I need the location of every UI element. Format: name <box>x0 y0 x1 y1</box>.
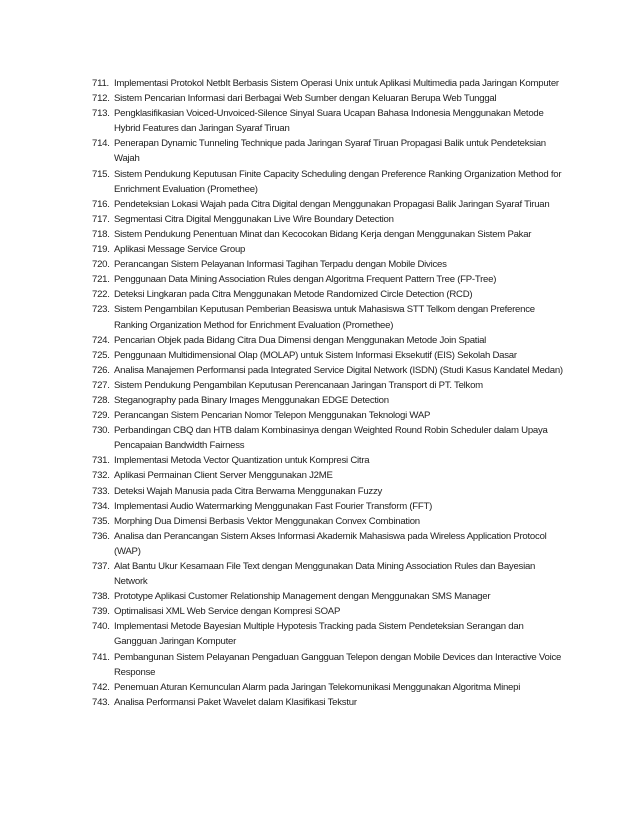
item-text: Pendeteksian Lokasi Wajah pada Citra Digital dengan Menggunakan Propagasi Balik Jaringan Syaraf Tiruan <box>114 198 550 210</box>
item-number: 735. <box>92 515 110 527</box>
item-text: Analisa dan Perancangan Sistem Akses Informasi Akademik Mahasiswa pada Wireless Application Protocol (WAP) <box>114 530 547 557</box>
item-number: 739. <box>92 606 110 618</box>
item-number: 730. <box>92 425 110 437</box>
item-text: Steganography pada Binary Images Menggunakan EDGE Detection <box>114 394 389 406</box>
list-item <box>92 106 568 136</box>
item-number: 717. <box>92 213 110 225</box>
item-text: Deteksi Wajah Manusia pada Citra Berwarna Menggunakan Fuzzy <box>114 485 383 497</box>
list-item <box>92 484 568 499</box>
item-number: 741. <box>92 651 110 663</box>
item-text: Penggunaan Multidimensional Olap (MOLAP) untuk Sistem Informasi Eksekutif (EIS) Sekolah Dasar <box>114 349 517 361</box>
item-number: 722. <box>92 289 110 301</box>
item-text: Pembangunan Sistem Pelayanan Pengaduan Gangguan Telepon dengan Mobile Devices dan Interactive Voice Response <box>114 651 562 678</box>
list-item <box>92 559 568 589</box>
list-item <box>92 650 568 680</box>
list-item <box>92 680 568 695</box>
item-text: Implementasi Metode Bayesian Multiple Hypotesis Tracking pada Sistem Pendeteksian Serangan dan Gangguan Jaringan Komputer <box>114 621 524 648</box>
item-number: 734. <box>92 500 110 512</box>
list-item <box>92 348 568 363</box>
item-text: Penemuan Aturan Kemunculan Alarm pada Jaringan Telekomunikasi Menggunakan Algoritma Minepi <box>114 681 521 693</box>
item-text: Implementasi Metoda Vector Quantization untuk Kompresi Citra <box>114 455 370 467</box>
item-number: 724. <box>92 334 110 346</box>
item-text: Analisa Performansi Paket Wavelet dalam Klasifikasi Tekstur <box>114 696 357 708</box>
item-text: Implementasi Audio Watermarking Menggunakan Fast Fourier Transform (FFT) <box>114 500 433 512</box>
list-item <box>92 363 568 378</box>
item-text: Morphing Dua Dimensi Berbasis Vektor Menggunakan Convex Combination <box>114 515 420 527</box>
item-number: 720. <box>92 259 110 271</box>
item-text: Pencarian Objek pada Bidang Citra Dua Dimensi dengan Menggunakan Metode Join Spatial <box>114 334 487 346</box>
item-text: Implementasi Protokol NetbIt Berbasis Sistem Operasi Unix untuk Aplikasi Multimedia pada Jaringan Komputer <box>114 78 559 89</box>
list-item <box>92 604 568 619</box>
item-number: 726. <box>92 364 110 376</box>
item-number: 712. <box>92 93 110 105</box>
list-item <box>92 333 568 348</box>
item-number: 719. <box>92 244 110 256</box>
item-number: 732. <box>92 470 110 482</box>
list-item <box>92 378 568 393</box>
list-item <box>92 257 568 272</box>
item-number: 728. <box>92 394 110 406</box>
item-text: Perancangan Sistem Pencarian Nomor Telepon Menggunakan Teknologi WAP <box>114 410 431 422</box>
item-text: Alat Bantu Ukur Kesamaan File Text dengan Menggunakan Data Mining Association Rules dan Bayesian Network <box>114 561 536 588</box>
list-item <box>92 695 568 710</box>
item-number: 733. <box>92 485 110 497</box>
item-number: 714. <box>92 138 110 150</box>
list-item <box>92 619 568 649</box>
list-item <box>92 91 568 106</box>
item-text: Optimalisasi XML Web Service dengan Kompresi SOAP <box>114 606 341 618</box>
item-number: 731. <box>92 455 110 467</box>
list-item <box>92 453 568 468</box>
item-text: Pengklasifikasian Voiced-Unvoiced-Silence Sinyal Suara Ucapan Bahasa Indonesia Menggunakan Metode Hybrid Features dan Jaringan Syaraf Tiruan <box>114 108 544 135</box>
item-number: 742. <box>92 681 110 693</box>
list-item <box>92 514 568 529</box>
item-text: Sistem Pengambilan Keputusan Pemberian Beasiswa untuk Mahasiswa STT Telkom dengan Preference Ranking Organization Method for Enrichment Evaluation (Promethee) <box>114 304 535 331</box>
list-item <box>92 167 568 197</box>
item-number: 729. <box>92 410 110 422</box>
item-number: 743. <box>92 696 110 708</box>
item-text: Sistem Pencarian Informasi dari Berbagai Web Sumber dengan Keluaran Berupa Web Tunggal <box>114 93 497 105</box>
list-item <box>92 76 568 91</box>
item-number: 727. <box>92 379 110 391</box>
item-text: Segmentasi Citra Digital Menggunakan Live Wire Boundary Detection <box>114 213 394 225</box>
title-list <box>92 76 568 710</box>
list-item <box>92 589 568 604</box>
item-number: 740. <box>92 621 110 633</box>
item-text: Analisa Manajemen Performansi pada Integrated Service Digital Network (ISDN) (Studi Kasus Kandatel Medan) <box>114 364 563 376</box>
item-text: Sistem Pendukung Penentuan Minat dan Kecocokan Bidang Kerja dengan Menggunakan Sistem Pakar <box>114 228 532 240</box>
list-item <box>92 393 568 408</box>
item-number: 715. <box>92 168 110 180</box>
item-number: 718. <box>92 228 110 240</box>
item-number: 713. <box>92 108 110 120</box>
list-item <box>92 227 568 242</box>
item-text: Aplikasi Permainan Client Server Menggunakan J2ME <box>114 470 333 482</box>
item-text: Perbandingan CBQ dan HTB dalam Kombinasinya dengan Weighted Round Robin Scheduler dalam Upaya Pencapaian Bandwidth Fairness <box>114 425 548 452</box>
list-item <box>92 272 568 287</box>
list-item <box>92 302 568 332</box>
item-number: 738. <box>92 591 110 603</box>
list-item <box>92 136 568 166</box>
item-number: 716. <box>92 198 110 210</box>
item-text: Penggunaan Data Mining Association Rules dengan Algoritma Frequent Pattern Tree (FP-Tree) <box>114 274 497 286</box>
item-text: Prototype Aplikasi Customer Relationship Management dengan Menggunakan SMS Manager <box>114 591 491 603</box>
list-item <box>92 468 568 483</box>
item-text: Sistem Pendukung Pengambilan Keputusan Perencanaan Jaringan Transport di PT. Telkom <box>114 379 483 391</box>
list-item <box>92 529 568 559</box>
item-text: Perancangan Sistem Pelayanan Informasi Tagihan Terpadu dengan Mobile Divices <box>114 259 447 271</box>
item-number: 737. <box>92 561 110 572</box>
item-text: Sistem Pendukung Keputusan Finite Capacity Scheduling dengan Preference Ranking Organization Method for Enrichment Evaluation (Promethee) <box>114 168 562 195</box>
list-item <box>92 197 568 212</box>
item-number: 736. <box>92 530 110 542</box>
item-text: Aplikasi Message Service Group <box>114 244 246 256</box>
item-text: Deteksi Lingkaran pada Citra Menggunakan Metode Randomized Circle Detection (RCD) <box>114 289 473 301</box>
list-item <box>92 423 568 453</box>
item-text: Penerapan Dynamic Tunneling Technique pada Jaringan Syaraf Tiruan Propagasi Balik untuk Pendeteksian Wajah <box>114 138 546 165</box>
list-item <box>92 499 568 514</box>
list-item <box>92 408 568 423</box>
list-item <box>92 287 568 302</box>
item-number: 721. <box>92 274 110 286</box>
list-item <box>92 212 568 227</box>
item-number: 723. <box>92 304 110 316</box>
list-item <box>92 242 568 257</box>
item-number: 725. <box>92 349 110 361</box>
item-number: 711. <box>92 78 109 89</box>
